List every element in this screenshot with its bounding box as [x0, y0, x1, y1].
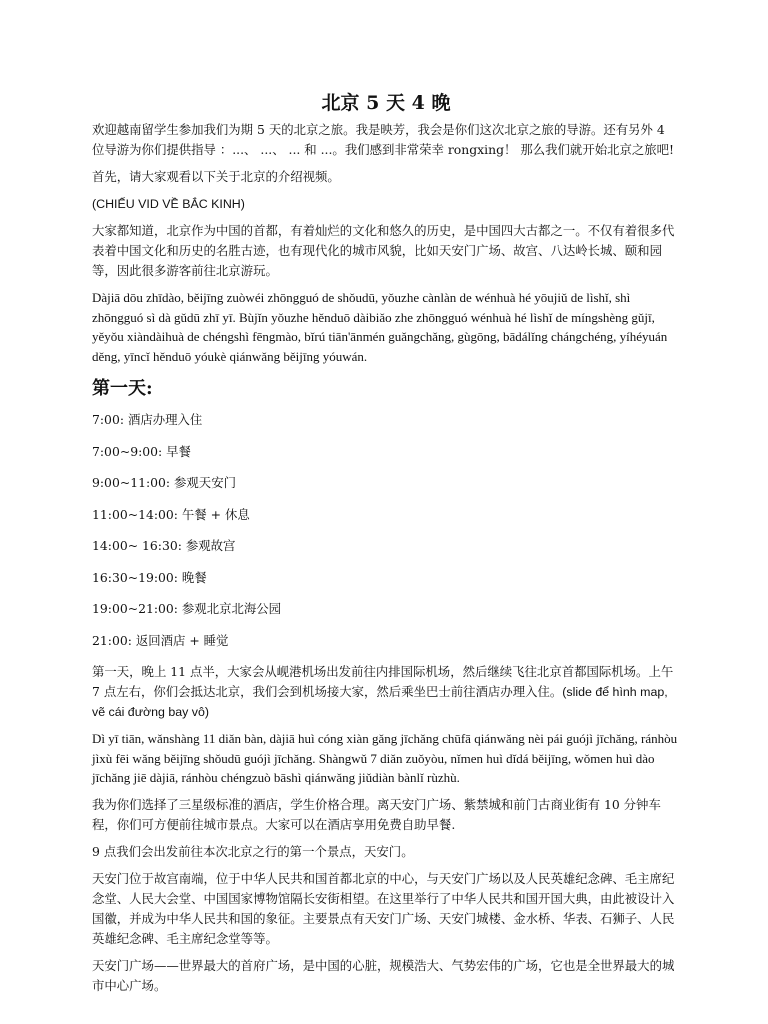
document-page	[92, 90, 680, 1003]
beijing-description: 大家都知道，北京作为中国的首都，有着灿烂的文化和悠久的历史，是中国四大古都之一。不仅有着很多代表着中国文化和历史的名胜古迹，也有现代化的城市风貌，比如天安门广场、故宫、八达岭长城、颐和园等，因此很多游客前往北京游玩。	[92, 223, 675, 278]
first-stop-paragraph: 9 点我们会出发前往本次北京之行的第一个景点，天安门。	[92, 843, 414, 859]
video-intro-paragraph: 首先，请大家观看以下关于北京的介绍视频。	[92, 169, 340, 184]
schedule-item: 7:00: 酒店办理入住	[92, 412, 203, 427]
square-paragraph: 天安门广场——世界最大的首府广场，是中国的心脏，规模浩大、气势宏伟的广场，它也是全世界最大的城市中心广场。	[92, 957, 675, 993]
arrival-note: (slide để hình map, vẽ cái đường bay vô)	[92, 685, 668, 719]
arrival-pinyin: Dì yī tiān, wǎnshàng 11 diǎn bàn, dàjiā huì cóng xiàn gǎng jīchǎng chūfā qiánwǎng nèi pái guójì jīchǎng, ránhòu jìxù fēi wǎng běijīng shǒudū guójì jīchǎng. Shàngwǔ 7 diǎn zuǒyòu, nǐmen huì dǐdá běijīng, wǒmen huì dào jīchǎng jiē dàjiā, ránhòu chéngzuò bāshì qiánwǎng jiǔdiàn bànlǐ rùzhù.	[92, 731, 678, 785]
hotel-paragraph: 我为你们选择了三星级标准的酒店，学生价格合理。离天安门广场、紫禁城和前门古商业街有 10 分钟车程，你们可方便前往城市景点。大家可以在酒店享用免费自助早餐.	[92, 796, 661, 832]
schedule-item: 14:00~ 16:30: 参观故宫	[92, 538, 236, 553]
arrival-paragraph	[92, 662, 680, 722]
tiananmen-paragraph: 天安门位于故宫南端，位于中华人民共和国首都北京的中心，与天安门广场以及人民英雄纪念碑、毛主席纪念堂、人民大会堂、中国国家博物馆隔长安街相望。在这里举行了中华人民共和国开国大典，由此被设计入国徽，并成为中华人民共和国的象征。主要景点有天安门广场、天安门城楼、金水桥、华表、石狮子、人民英雄纪念碑、毛主席纪念堂等等。	[92, 870, 675, 946]
day1-heading: 第一天:	[92, 378, 153, 399]
arrival-text: 第一天，晚上 11 点半，大家会从岘港机场出发前往内排国际机场，然后继续飞往北京首都国际机场。上午 7 点左右，你们会抵达北京，我们会到机场接大家，然后乘坐巴士前往酒店办理入住。	[92, 664, 674, 699]
beijing-pinyin: Dàjiā dōu zhīdào, běijīng zuòwéi zhōngguó de shǒudū, yǒuzhe cànlàn de wénhuà hé yōujiǔ de lìshǐ, shì zhōngguó sì dà gǔdū zhī yī. Bùjǐn yǒuzhe hěnduō dàibiǎo zhe zhōngguó wénhuà hé lìshǐ de míngshèng gǔjī, yěyǒu xiàndàihuà de chéngshì fēngmào, bǐrú tiān'ānmén guǎngchǎng, gùgōng, bādálǐng chángchéng, yíhéyuán děng, yīncǐ hěnduō yóukè qiánwǎng běijīng yóuwán.	[92, 290, 668, 364]
schedule-item: 16:30~19:00: 晚餐	[92, 569, 207, 585]
schedule-item: 19:00~21:00: 参观北京北海公园	[92, 601, 282, 616]
schedule-item: 7:00~9:00: 早餐	[92, 443, 191, 459]
schedule-item: 11:00~14:00: 午餐 + 休息	[92, 506, 250, 522]
schedule-item: 21:00: 返回酒店 + 睡觉	[92, 632, 229, 648]
schedule-item: 9:00~11:00: 参观天安门	[92, 475, 236, 490]
intro-paragraph: 欢迎越南留学生参加我们为期 5 天的北京之旅。我是映芳，我会是你们这次北京之旅的导游。还有另外 4 位导游为你们提供指导 ：...、 ...、 ... 和 ...。我们感到非常荣幸 rongxing！ 那么我们就开始北京之旅吧!	[92, 122, 675, 157]
video-note: (CHIẾU VID VỀ BẮC KINH)	[92, 197, 245, 211]
page-title: 北京 5 天 4 晚	[321, 92, 451, 114]
